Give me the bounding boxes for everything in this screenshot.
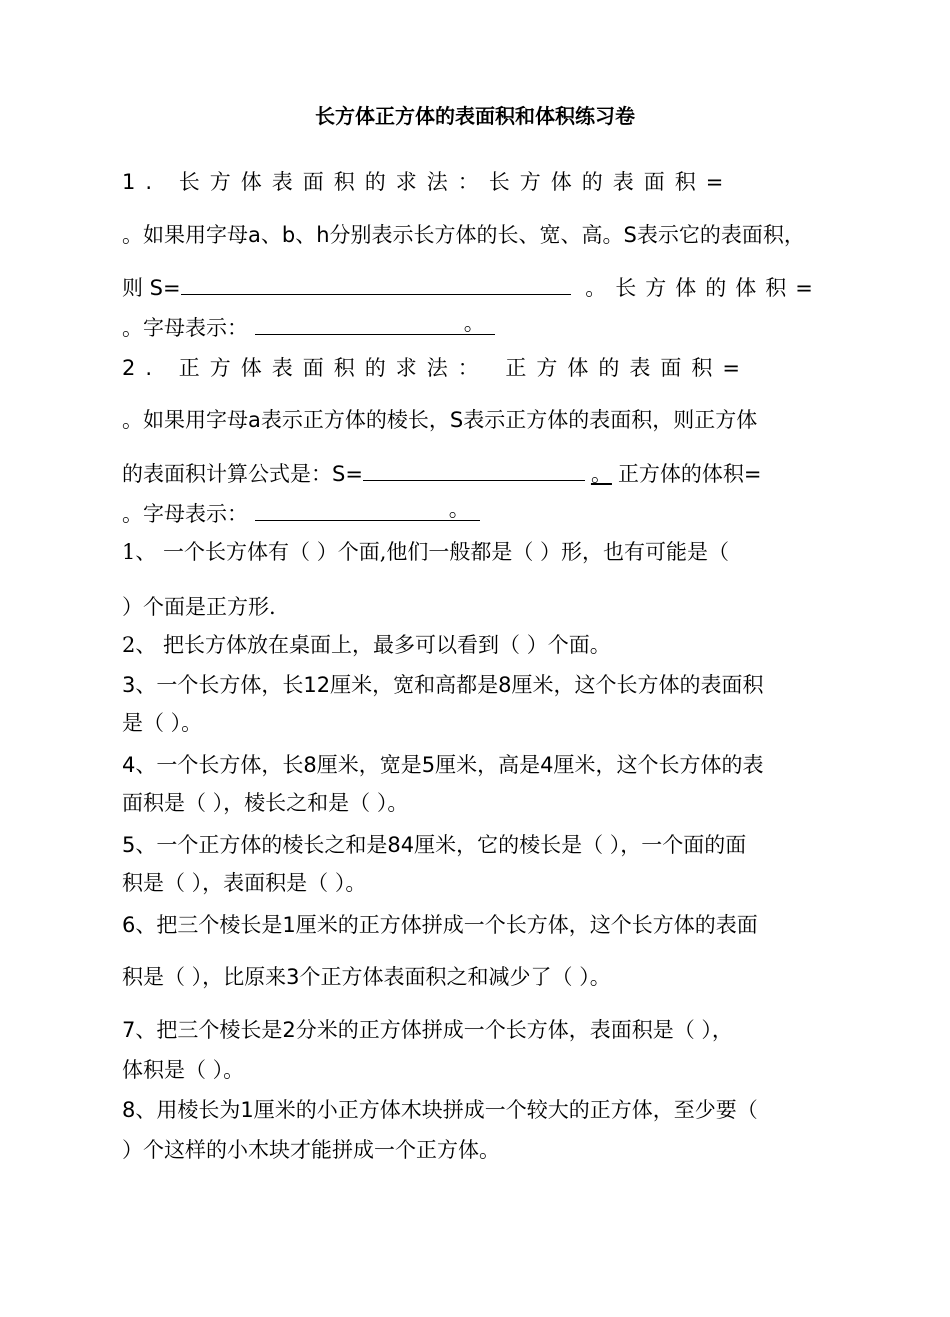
section2-line2: 。如果用字母a表示正方体的棱长，S表示正方体的表面积，则正方体	[122, 408, 758, 432]
question-6-line1: 6、把三个棱长是1厘米的正方体拼成一个长方体，这个长方体的表面	[122, 913, 758, 937]
question-2: 2、 把长方体放在桌面上，最多可以看到（ ）个面。	[122, 633, 611, 657]
section1-line2: 。如果用字母a、b、h分别表示长方体的长、宽、高。S表示它的表面积，	[122, 223, 805, 247]
section1-line3-label: 则 S=	[122, 276, 181, 300]
surface-formula-blank[interactable]	[181, 272, 571, 295]
question-5-line1: 5、一个正方体的棱长之和是84厘米，它的棱长是（ ），一个面的面	[122, 833, 747, 857]
question-4-line1: 4、一个长方体，长8厘米，宽是5厘米，高是4厘米，这个长方体的表	[122, 753, 764, 777]
question-8-line2: ）个这样的小木块才能拼成一个正方体。	[122, 1138, 500, 1162]
question-7-line1: 7、把三个棱长是2分米的正方体拼成一个长方体，表面积是（ ），	[122, 1018, 733, 1042]
section2-line3-period: 。	[590, 462, 612, 486]
question-5-line2: 积是（ ），表面积是（ ）。	[122, 871, 367, 895]
volume-formula-blank[interactable]: 。	[255, 312, 495, 335]
section1-line4-label: 。字母表示：	[122, 316, 248, 340]
section2-line1: 2. 正方体表面积的求法： 正方体的表面积=	[122, 356, 750, 380]
section2-line3	[122, 458, 832, 489]
cube-volume-formula-blank[interactable]: 。	[255, 498, 480, 521]
cube-surface-formula-blank[interactable]	[363, 458, 585, 481]
question-8-line1: 8、用棱长为1厘米的小正方体木块拼成一个较大的正方体，至少要（	[122, 1098, 758, 1122]
section1-line1: 1. 长方体表面积的求法：长方体的表面积=	[122, 170, 734, 194]
question-1-line1: 1、 一个长方体有（ ）个面,他们一般都是（ ）形，也有可能是（	[122, 540, 730, 564]
question-1-line2: ）个面是正方形.	[122, 595, 276, 619]
question-7-line2: 体积是（ ）。	[122, 1058, 245, 1082]
question-4-line2: 面积是（ ），棱长之和是（ ）。	[122, 791, 409, 815]
section2-line4	[122, 498, 832, 529]
section1-line4	[122, 312, 832, 343]
question-6-line2: 积是（ ），比原来3个正方体表面积之和减少了（ ）。	[122, 965, 611, 989]
section2-line3-volume: 正方体的体积=	[617, 462, 762, 486]
question-3-line2: 是（ ）。	[122, 711, 203, 735]
section1-line3	[122, 272, 832, 303]
section1-line3-volume: 。长方体的体积=	[585, 276, 822, 300]
section2-line4-label: 。字母表示：	[122, 502, 248, 526]
section2-line3-label: 的表面积计算公式是：S=	[122, 462, 363, 486]
page-title: 长方体正方体的表面积和体积练习卷	[315, 104, 635, 128]
question-3-line1: 3、一个长方体，长12厘米，宽和高都是8厘米，这个长方体的表面积	[122, 673, 764, 697]
